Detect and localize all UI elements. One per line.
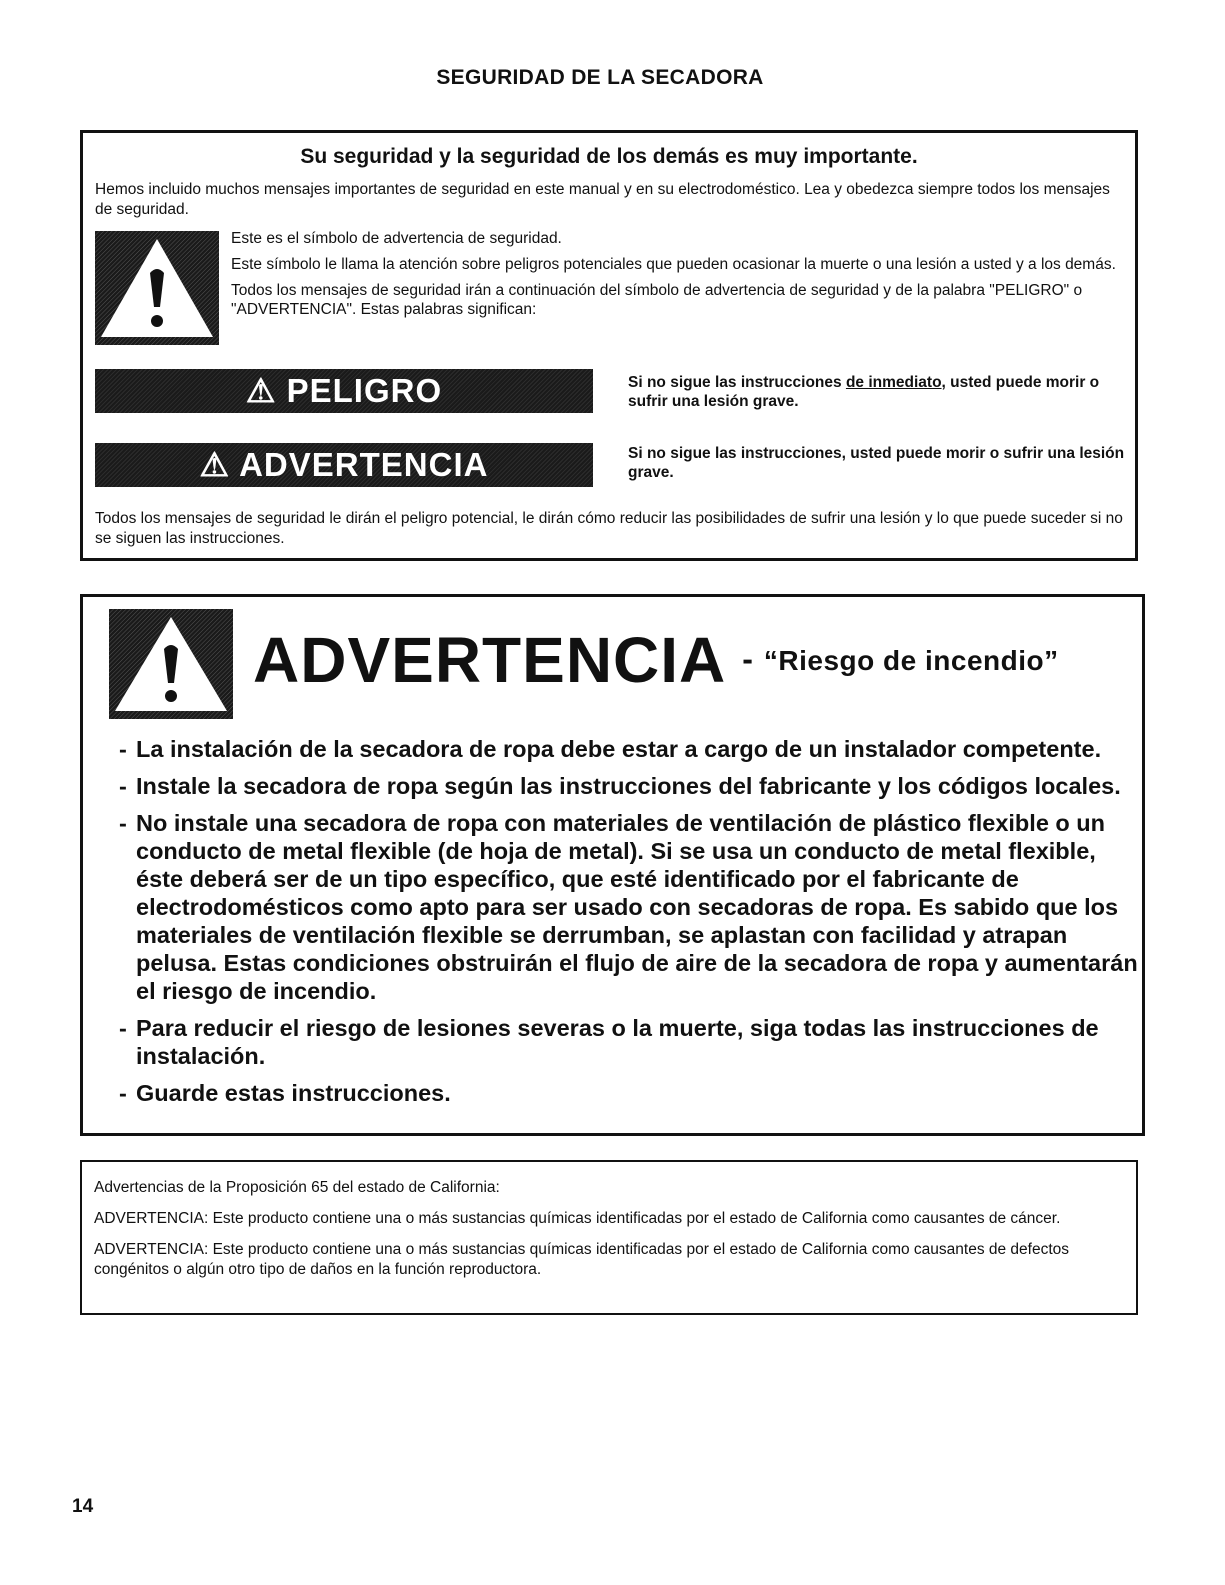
prop65-warning: ADVERTENCIA: Este producto contiene una o más sustancias químicas identificadas por el estado de California como causantes de cáncer.	[94, 1210, 1061, 1227]
symbol-line: Todos los mensajes de seguridad irán a continuación del símbolo de advertencia de seguridad y de la palabra "PELIGRO" o "ADVERTENCIA". Estas palabras significan:	[231, 282, 1083, 318]
symbol-line: Este símbolo le llama la atención sobre peligros potenciales que pueden ocasionar la muerte o una lesión a usted y a los demás.	[231, 256, 1116, 273]
safety-box-footer: Todos los mensajes de seguridad le dirán el peligro potencial, le dirán cómo reducir las posibilidades de sufrir una lesión y lo que puede suceder si no se siguen las instrucciones.	[95, 510, 1123, 547]
danger-banner	[95, 369, 593, 413]
danger-description	[628, 373, 1128, 411]
page-number: 14	[72, 1496, 94, 1517]
list-item: - Instale la secadora de ropa según las instrucciones del fabricante y los códigos locales.	[119, 773, 1121, 799]
list-item-text: Guarde estas instrucciones.	[136, 1080, 451, 1106]
list-item: - La instalación de la secadora de ropa debe estar a cargo de un instalador competente.	[119, 736, 1102, 762]
danger-text-start: Si no sigue las instrucciones	[628, 374, 846, 391]
list-item: - Guarde estas instrucciones.	[119, 1080, 451, 1106]
safety-symbol-description	[231, 229, 1121, 326]
list-item-text: Instale la secadora de ropa según las instrucciones del fabricante y los códigos locales.	[136, 773, 1121, 799]
symbol-line: Este es el símbolo de advertencia de seguridad.	[231, 230, 562, 247]
prop65-warning: ADVERTENCIA: Este producto contiene una o más sustancias químicas identificadas por el estado de California como causantes de defectos congénitos o algún otro tipo de daños en la función reproductora.	[94, 1241, 1070, 1278]
prop65-box	[80, 1160, 1138, 1315]
danger-label: PELIGRO	[286, 372, 443, 409]
warning-description: Si no sigue las instrucciones, usted puede morir o sufrir una lesión grave.	[628, 445, 1125, 481]
prop65-heading: Advertencias de la Proposición 65 del estado de California:	[94, 1179, 500, 1196]
safety-box-intro: Hemos incluido muchos mensajes importantes de seguridad en este manual y en su electrodoméstico. Lea y obedezca siempre todos los mensajes de seguridad.	[95, 181, 1110, 218]
fire-risk-warning-box	[80, 594, 1145, 1136]
fire-warning-title	[253, 619, 1059, 701]
fire-warning-subtitle: “Riesgo de incendio”	[763, 645, 1059, 676]
warning-banner	[95, 443, 593, 487]
warning-alert-icon: ⚠	[199, 446, 231, 483]
warning-triangle-icon	[109, 609, 233, 719]
fire-warning-list	[119, 735, 1139, 1116]
list-item-text: Para reducir el riesgo de lesiones severas o la muerte, siga todas las instrucciones de instalación.	[136, 1015, 1099, 1069]
fire-warning-word: ADVERTENCIA	[253, 624, 727, 696]
list-item-text: No instale una secadora de ropa con materiales de ventilación de plástico flexible o un conducto de metal flexible (de hoja de metal). Si se usa un conducto de metal flexible, éste deberá ser de un tipo específico, que esté identificado por el fabricante de electrodomésticos como apto para ser usado con secadoras de ropa. Es sabido que los materiales de ventilación flexible se derrumban, se aplastan con facilidad y atrapan pelusa. Estas condiciones obstruirán el flujo de aire de la secadora de ropa y aumentarán el riesgo de incendio.	[136, 810, 1138, 1004]
title-separator: -	[742, 641, 754, 677]
warning-label: ADVERTENCIA	[239, 446, 489, 483]
safety-info-box	[80, 130, 1138, 561]
page-heading: SEGURIDAD DE LA SECADORA	[436, 66, 764, 89]
warning-triangle-icon	[95, 231, 219, 345]
list-item: - No instale una secadora de ropa con materiales de ventilación de plástico flexible o un conducto de metal flexible (de hoja de metal). Si se usa un conducto de metal flexible, éste deberá ser de un tipo específico, que esté identificado por el fabricante de electrodomésticos como apto para ser usado con secadoras de ropa. Es sabido que los materiales de ventilación flexible se derrumban, se aplastan con facilidad y atrapan pelusa. Estas condiciones obstruirán el flujo de aire de la secadora de ropa y aumentarán el riesgo de incendio.	[119, 810, 1138, 1004]
danger-warning-icon: ⚠	[245, 372, 277, 409]
list-item: - Para reducir el riesgo de lesiones severas o la muerte, siga todas las instrucciones de instalación.	[119, 1015, 1099, 1069]
list-item-text: La instalación de la secadora de ropa debe estar a cargo de un instalador competente.	[136, 736, 1102, 762]
danger-text-end: , usted puede morir o sufrir una lesión grave.	[628, 374, 1100, 410]
danger-text-underlined: de inmediato	[845, 374, 942, 391]
safety-box-title: Su seguridad y la seguridad de los demás es muy importante.	[300, 145, 918, 168]
